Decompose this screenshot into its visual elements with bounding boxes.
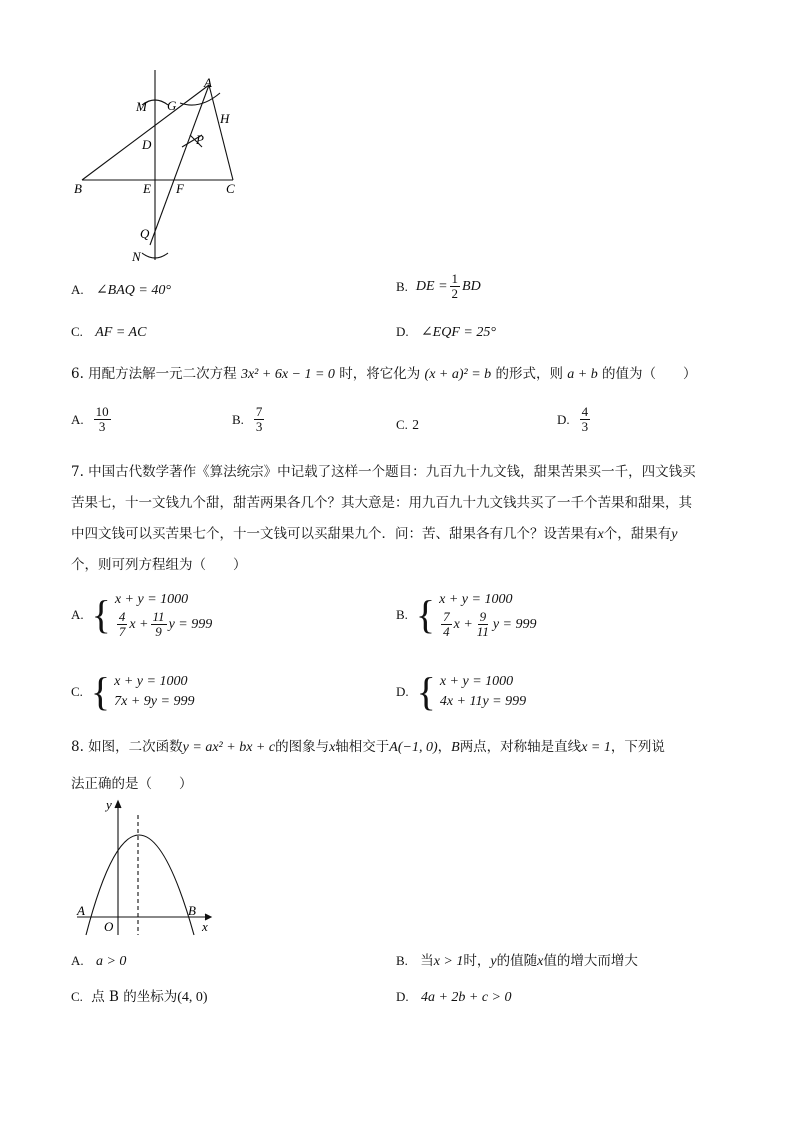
pt-P: P xyxy=(196,132,204,147)
axis-label-x: x xyxy=(202,919,208,934)
q6-stem: 6. 用配方法解一元二次方程 3x² + 6x − 1 = 0 时，将它化为 (x + a)² = b 的形式，则 a + b 的值为（ ） xyxy=(71,366,697,382)
axis-label-y: y xyxy=(106,797,112,812)
pt-G: G xyxy=(167,98,177,113)
q5-option-c[interactable] xyxy=(71,323,146,342)
q5-option-b[interactable] xyxy=(396,272,481,301)
pt-M: M xyxy=(136,99,147,114)
pt-F: F xyxy=(176,181,184,196)
q6-option-d[interactable]: D. $\frac{4}{3}$ xyxy=(557,404,589,434)
pt-B-label: B xyxy=(188,903,196,918)
q6-option-a[interactable]: A. $\frac{10}{3}$ xyxy=(71,404,109,434)
pt-C: C xyxy=(226,181,235,196)
option-lhs: DE = xyxy=(415,278,448,294)
q7-line-1: 7. 中国古代数学著作《算法统宗》中记载了这样一个题目：九百九十九文钱，甜果苦果买一千，四文钱买 xyxy=(71,464,696,480)
pt-Q: Q xyxy=(140,226,150,241)
triangle-figure xyxy=(70,65,250,270)
q7-line-4: 个，则可列方程组为（ ） xyxy=(71,557,247,573)
q6-option-c[interactable]: C. 2 xyxy=(396,417,419,432)
pt-N: N xyxy=(132,249,141,264)
pt-A-label: A xyxy=(77,903,85,918)
pt-D: D xyxy=(142,137,152,152)
option-text: AF = AC xyxy=(95,325,147,340)
parabola-figure xyxy=(72,795,222,940)
q5-option-d[interactable] xyxy=(396,323,496,342)
q7-option-d[interactable]: D. { x + y = 1000 4x + 11y = 999 xyxy=(396,669,527,714)
q8-option-b[interactable]: B. 当x > 1时，y的值随x值的增大而增大 xyxy=(396,953,638,969)
pt-A: A xyxy=(204,75,212,90)
option-label: A. xyxy=(71,282,84,297)
q7-line-2: 苦果七，十一文钱九个甜，甜苦两果各几个？其大意是：用九百九十九文钱共买了一千个苦果和甜果，其 xyxy=(71,495,692,511)
q5-option-a[interactable] xyxy=(71,281,171,300)
q6-option-b[interactable]: B. $\frac{7}{3}$ xyxy=(232,404,263,434)
q7-option-c[interactable]: C. { x + y = 1000 7x + 9y = 999 xyxy=(71,669,195,714)
q7-option-a[interactable]: A. { x + y = 1000 $\frac{4}{7}$ x + $\frac{11}{9}$ y = 999 xyxy=(71,591,213,639)
q8-option-a[interactable]: A. a > 0 xyxy=(71,953,127,969)
pt-E: E xyxy=(143,181,151,196)
q7-option-b[interactable]: B. { x + y = 1000 $\frac{7}{4}$ x + $\frac{9}{11}$ y = 999 xyxy=(396,591,537,639)
option-label: C. xyxy=(71,324,83,339)
option-text: ∠BAQ = 40° xyxy=(95,283,171,298)
q7-line-3: 中四文钱可以买苦果七个，十一文钱可以买甜果九个．问：苦、甜果各有几个？设苦果有x个，甜果有y xyxy=(71,526,678,542)
q8-option-d[interactable]: D. 4a + 2b + c > 0 xyxy=(396,989,512,1005)
q8-option-c[interactable]: C. 点 B 的坐标为(4, 0) xyxy=(71,989,208,1005)
option-label: D. xyxy=(396,324,409,339)
pt-H: H xyxy=(220,111,230,126)
origin-label: O xyxy=(104,919,114,934)
option-text: ∠EQF = 25° xyxy=(420,325,496,340)
option-rhs: BD xyxy=(462,278,481,294)
option-label: B. xyxy=(396,278,408,294)
q8-stem: 8. 如图，二次函数y = ax² + bx + c的图象与x轴相交于A(−1, 0)，B两点，对称轴是直线x = 1，下列说 xyxy=(71,739,665,755)
pt-B: B xyxy=(74,181,82,196)
q8-line-2: 法正确的是（ ） xyxy=(71,776,193,792)
fraction: $\frac{1}{2}$ xyxy=(451,271,459,301)
